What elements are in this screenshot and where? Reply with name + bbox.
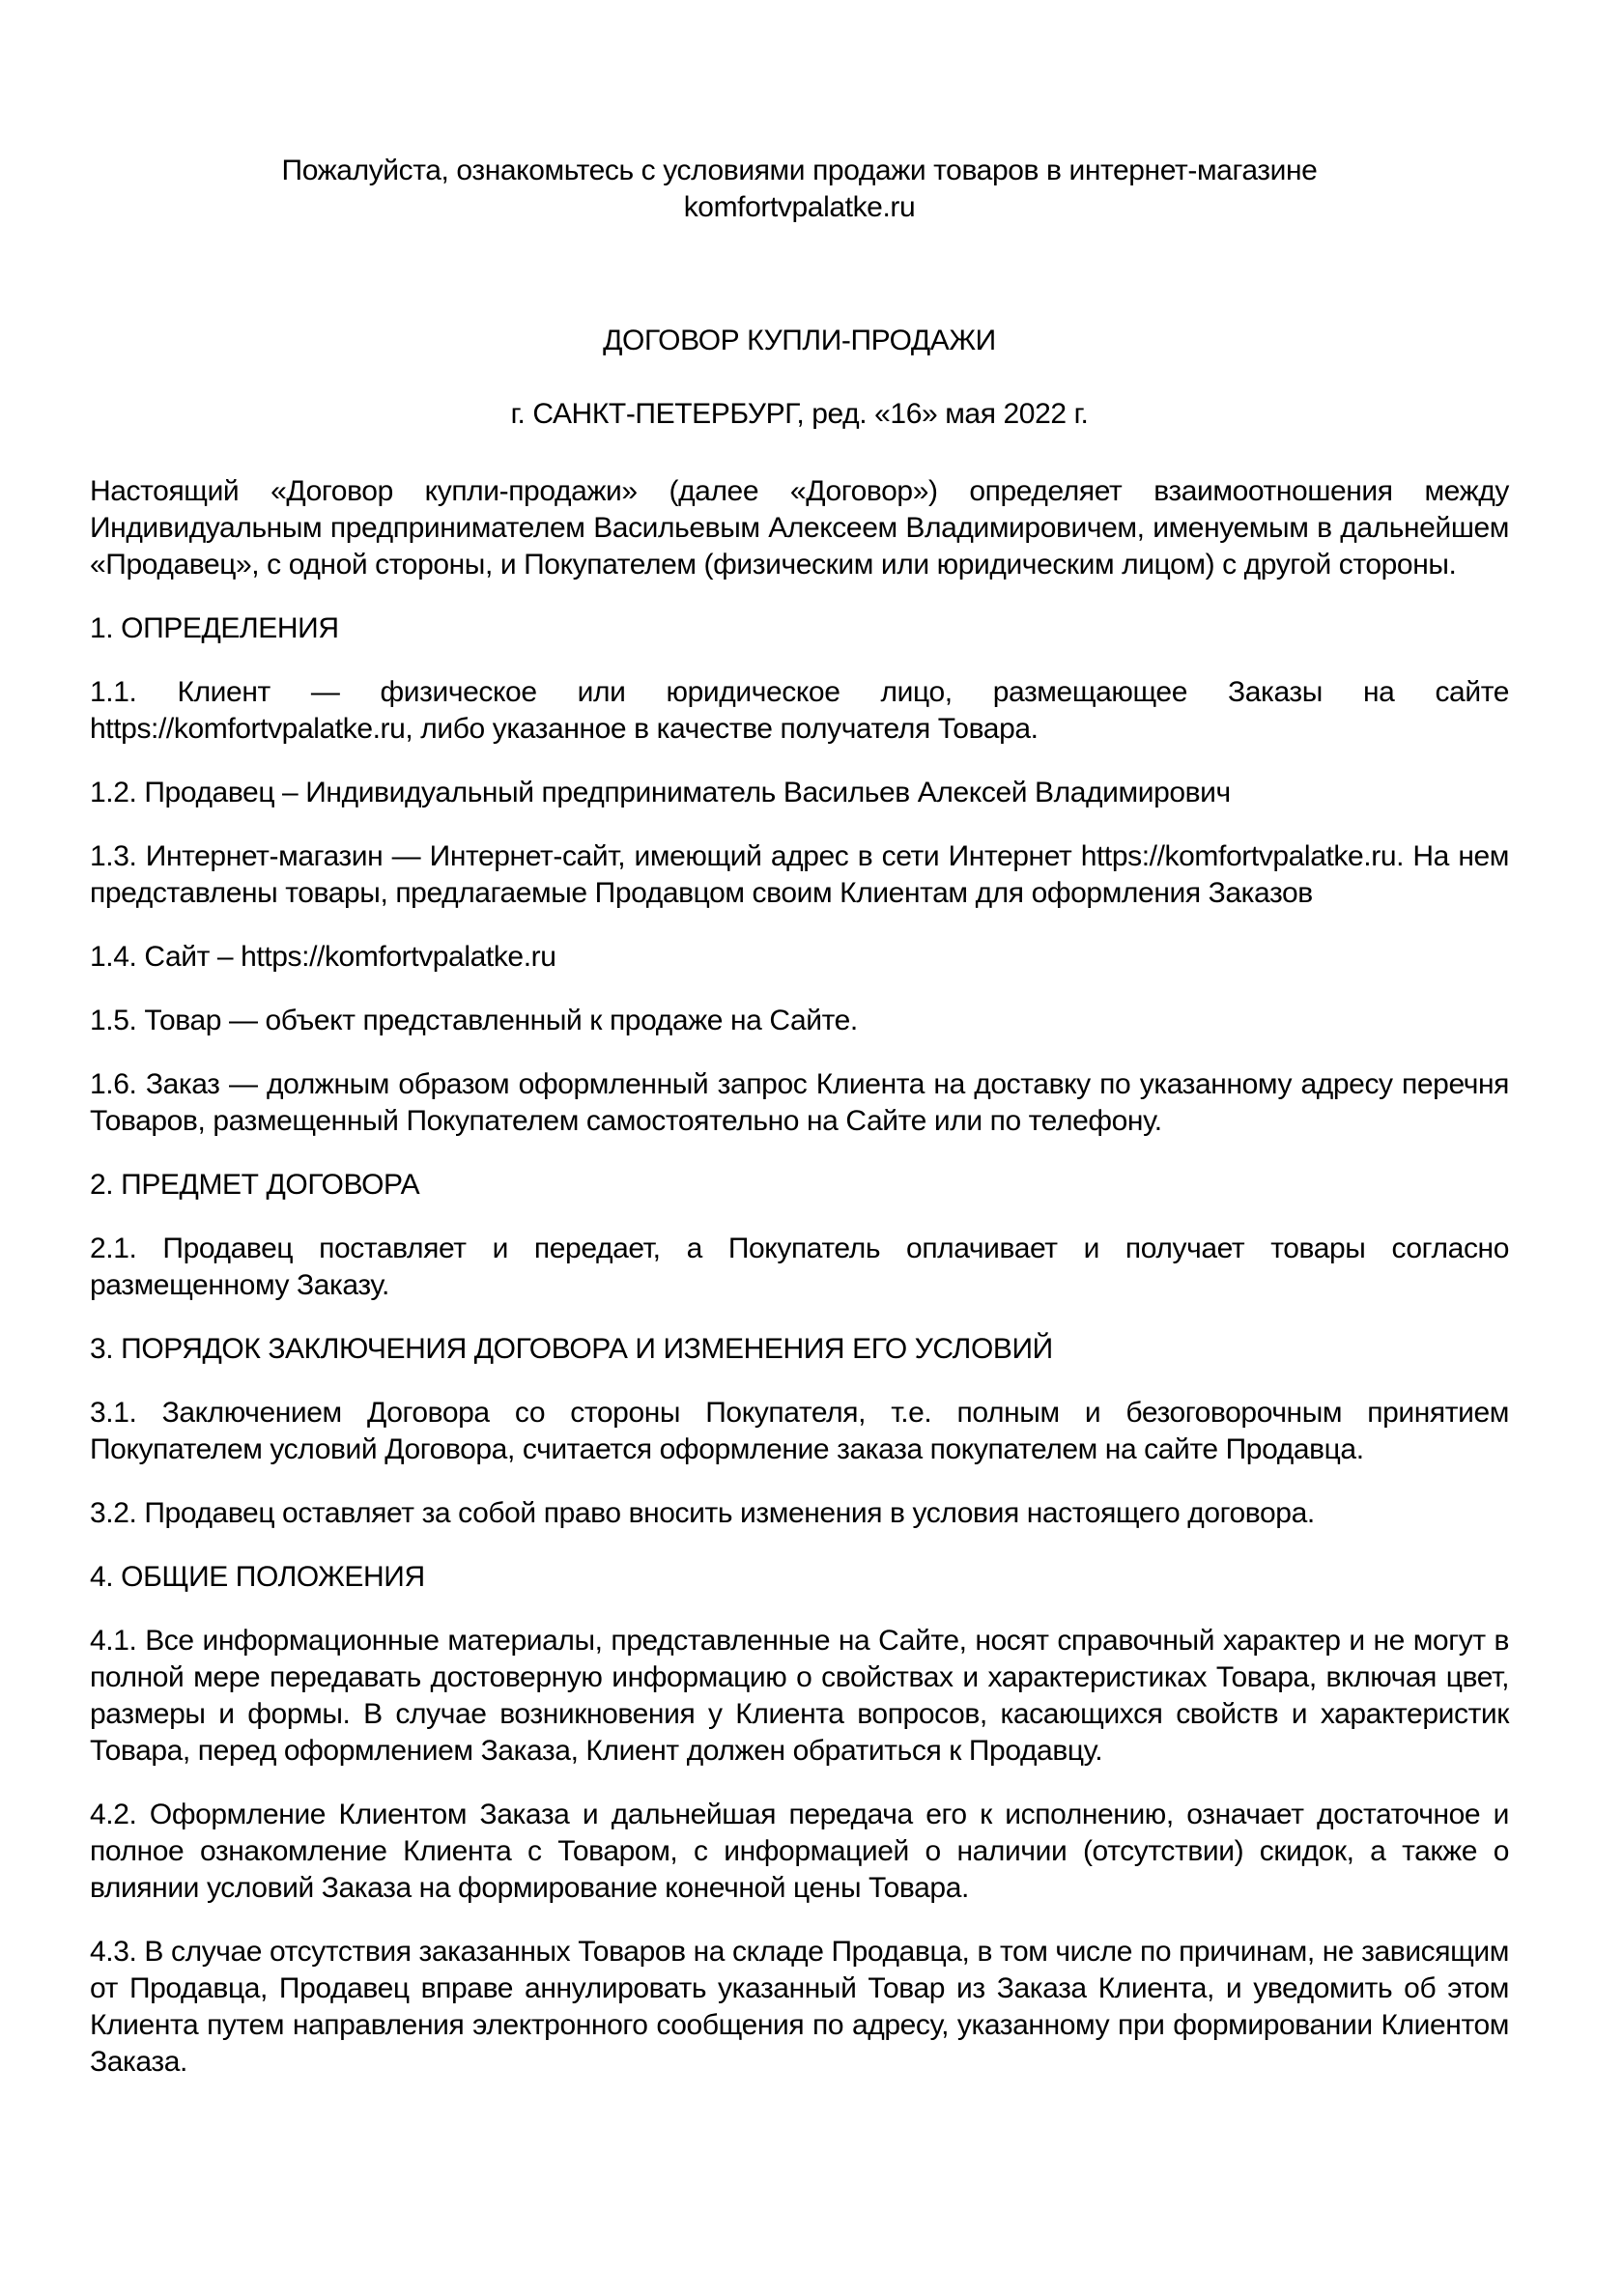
section-heading-definitions: 1. ОПРЕДЕЛЕНИЯ [90,612,339,644]
section-heading-subject: 2. ПРЕДМЕТ ДОГОВОРА [90,1169,420,1201]
clause-4-2: 4.2. Оформление Клиентом Заказа и дальнейшая передача его к исполнению, означает достаточное и полное ознакомление Клиента с Товаром, с информацией о наличии (отсутствии) скидок, а также о влиянии условий Заказа на формирование конечной цены Товара. [90,1799,1509,1904]
clause-4-1: 4.1. Все информационные материалы, представленные на Сайте, носят справочный характер и не могут в полной мере передавать достоверную информацию о свойствах и характеристиках Товара, включая цвет, размеры и формы. В случае возникновения у Клиента вопросов, касающихся свойств и характеристик Товара, перед оформлением Заказа, Клиент должен обратиться к Продавцу. [90,1625,1509,1767]
section-heading-general: 4. ОБЩИЕ ПОЛОЖЕНИЯ [90,1561,425,1593]
document-title: ДОГОВОР КУПЛИ-ПРОДАЖИ [603,325,996,356]
clause-1-2: 1.2. Продавец – Индивидуальный предприниматель Васильев Алексей Владимирович [90,777,1231,808]
preamble-paragraph: Настоящий «Договор купли-продажи» (далее «Договор») определяет взаимоотношения между Индивидуальным предпринимателем Васильевым Алексеем Владимировичем, именуемым в дальнейшем «Продавец», с одной стороны, и Покупателем (физическим или юридическим лицом) с другой стороны. [90,475,1509,581]
section-heading-conclusion: 3. ПОРЯДОК ЗАКЛЮЧЕНИЯ ДОГОВОРА И ИЗМЕНЕНИЯ ЕГО УСЛОВИЙ [90,1333,1053,1365]
clause-3-1: 3.1. Заключением Договора со стороны Покупателя, т.е. полным и безоговорочным принятием Покупателем условий Договора, считается оформление заказа покупателем на сайте Продавца. [90,1397,1509,1465]
intro-line-2: komfortvpalatke.ru [683,191,916,223]
clause-3-2: 3.2. Продавец оставляет за собой право вносить изменения в условия настоящего договора. [90,1497,1315,1529]
clause-4-3: 4.3. В случае отсутствия заказанных Товаров на складе Продавца, в том числе по причинам, не зависящим от Продавца, Продавец вправе аннулировать указанный Товар из Заказа Клиента, и уведомить об этом Клиента путем направления электронного сообщения по адресу, указанному при формировании Клиентом Заказа. [90,1936,1509,2078]
clause-1-4: 1.4. Сайт – https://komfortvpalatke.ru [90,941,556,973]
clause-2-1: 2.1. Продавец поставляет и передает, а Покупатель оплачивает и получает товары согласно размещенному Заказу. [90,1233,1509,1301]
clause-1-5: 1.5. Товар — объект представленный к продаже на Сайте. [90,1005,858,1036]
clause-1-1: 1.1. Клиент — физическое или юридическое лицо, размещающее Заказы на сайте https://komfortvpalatke.ru, либо указанное в качестве получателя Товара. [90,676,1509,745]
clause-1-6: 1.6. Заказ — должным образом оформленный запрос Клиента на доставку по указанному адресу перечня Товаров, размещенный Покупателем самостоятельно на Сайте или по телефону. [90,1068,1509,1137]
clause-1-3: 1.3. Интернет-магазин — Интернет-сайт, имеющий адрес в сети Интернет https://komfortvpalatke.ru. На нем представлены товары, предлагаемые Продавцом своим Клиентам для оформления Заказов [90,840,1509,909]
document-subtitle: г. САНКТ-ПЕТЕРБУРГ, ред. «16» мая 2022 г. [510,398,1089,430]
intro-line-1: Пожалуйста, ознакомьтесь с условиями продажи товаров в интернет-магазине [281,155,1318,186]
